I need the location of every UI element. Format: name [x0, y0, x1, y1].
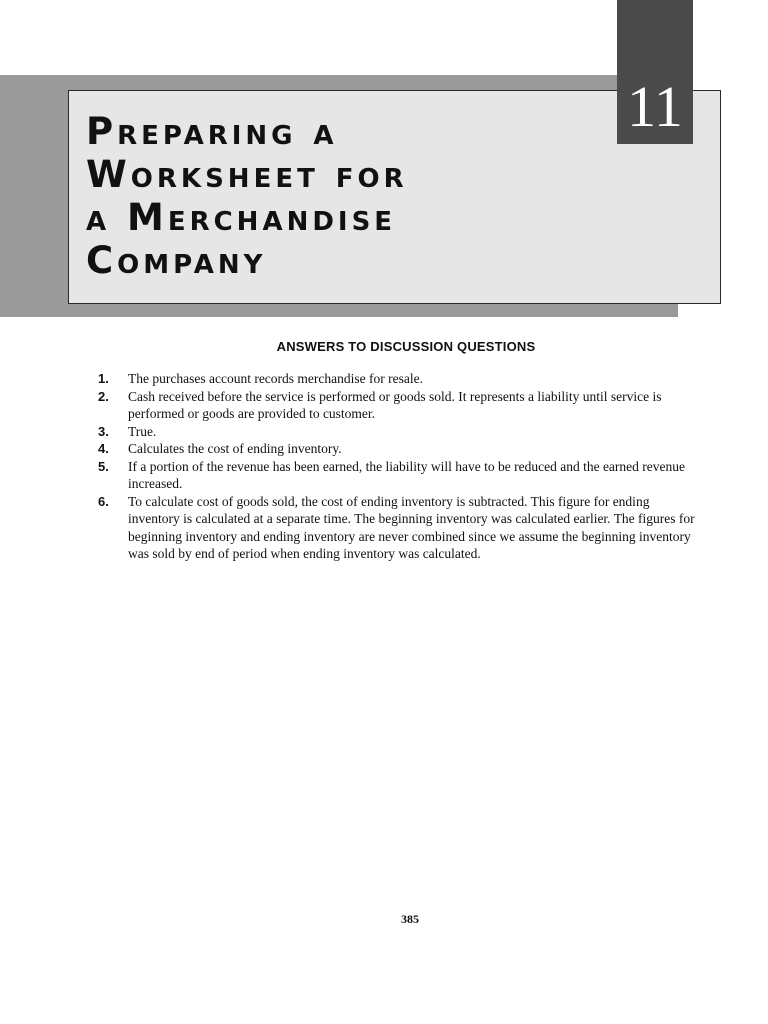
- answer-item: [98, 458, 698, 493]
- answer-text: To calculate cost of goods sold, the cost of ending inventory is subtracted. This figure for ending inventory is calculated at a separate time. The beginning inventory was calculated earlier. The figures for beginning inventory and ending inventory are never combined since we assume the beginning inventory was sold by end of period when ending inventory was calculated.: [128, 493, 695, 561]
- chapter-title-line: a Merchandise: [86, 196, 397, 239]
- chapter-title-line: Worksheet for: [86, 153, 408, 196]
- answer-text: True.: [128, 423, 157, 439]
- chapter-number: 11: [627, 74, 683, 139]
- answer-number: 1.: [98, 371, 109, 386]
- answer-number: 3.: [98, 423, 109, 439]
- answer-item: [98, 370, 698, 388]
- answer-text: Calculates the cost of ending inventory.: [128, 441, 342, 456]
- answer-text: Cash received before the service is performed or goods sold. It represents a liability until service is performed or goods are provided to customer.: [128, 388, 662, 421]
- page-number: 385: [401, 912, 419, 926]
- answer-number: 4.: [98, 441, 109, 456]
- answer-item: [98, 423, 698, 441]
- answer-list: [98, 370, 698, 563]
- answer-number: 5.: [98, 458, 109, 474]
- answer-item: [98, 388, 698, 423]
- answer-number: 2.: [98, 388, 109, 404]
- section-heading: ANSWERS TO DISCUSSION QUESTIONS: [276, 339, 536, 354]
- chapter-number-tab: [617, 0, 693, 144]
- chapter-title-line: Preparing a: [86, 110, 338, 153]
- chapter-title: [86, 110, 606, 282]
- answer-text: If a portion of the revenue has been earned, the liability will have to be reduced and the earned revenue increased.: [128, 458, 686, 491]
- answer-item: [98, 440, 698, 458]
- chapter-title-line: Company: [86, 239, 267, 282]
- answer-item: [98, 493, 698, 563]
- answer-text: The purchases account records merchandise for resale.: [128, 371, 423, 386]
- answer-number: 6.: [98, 493, 109, 509]
